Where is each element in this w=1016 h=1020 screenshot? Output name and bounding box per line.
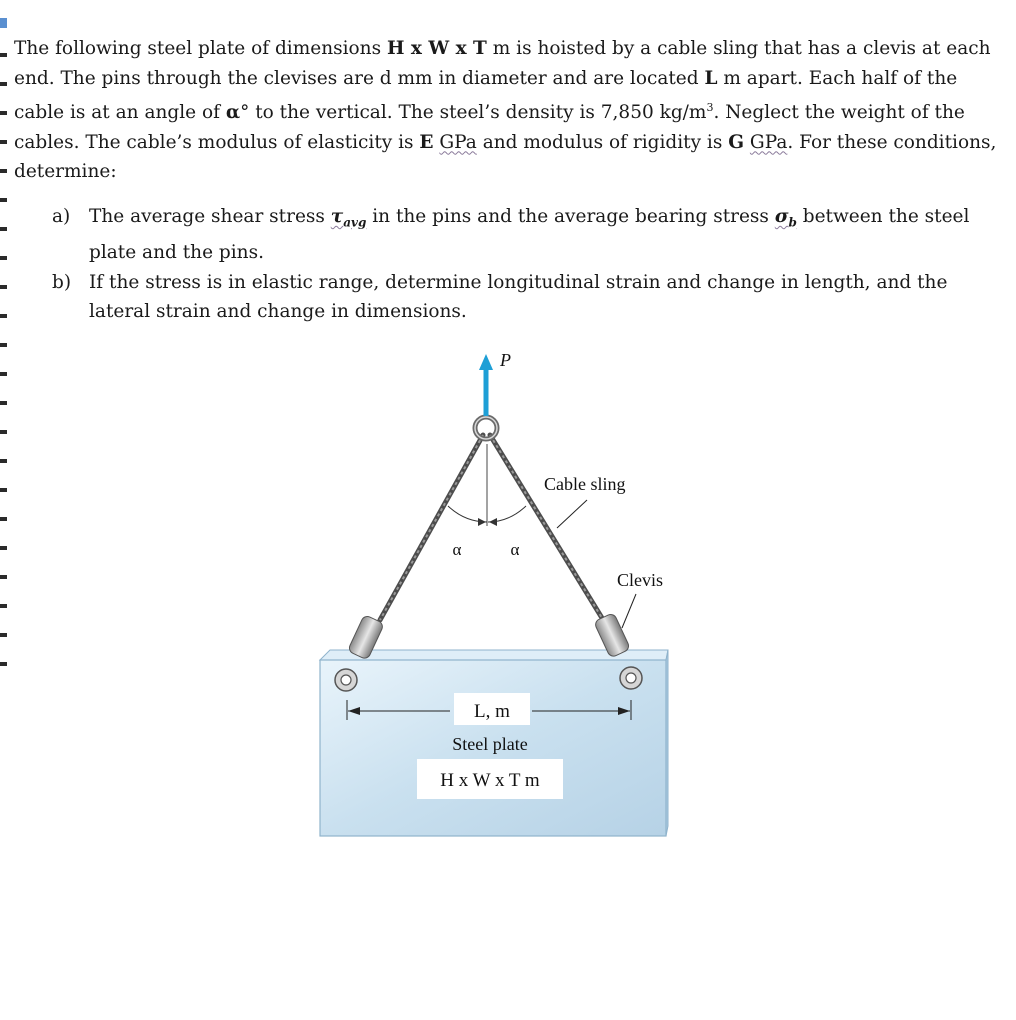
angle-label-right: α [510,540,520,559]
shear-stress-symbol: $\tau_{avg}$ [330,206,367,230]
rigidity-modulus-symbol: G [728,131,745,153]
angle-label-left: α [452,540,462,559]
problem-statement [14,34,1004,187]
span-label: L, m [474,701,510,722]
hoist-ring [475,417,497,439]
question-list [52,202,972,327]
clevis-leader [622,594,636,628]
question-b: b) If the stress is in elastic range, determine longitudinal strain and change in length, and the lateral strain and change in dimensions. [52,268,972,327]
pin-spacing-symbol: L [704,67,718,89]
list-marker: b) [52,271,72,293]
elastic-modulus-symbol: E [419,131,434,153]
angle-arc-arrow [478,518,486,526]
question-a: a) The average shear stress $\tau_{avg}$ in the pins and the average bearing stress $\sigma_b$ between the steel plate and the pins. [52,202,972,268]
force-arrow-head [479,354,493,370]
bearing-stress-symbol: $\sigma_b$ [774,206,797,230]
vertical-ruler [0,28,7,676]
plate-dimensions: H x W x T [386,38,487,59]
plate-label: Steel plate [452,734,528,754]
cable-sling-figure [300,340,700,850]
gpa-unit: GPa [749,131,788,153]
cable-sling-leader [557,500,587,528]
problem-paragraph: The following steel plate of dimensions H x W x T m is hoisted by a cable sling that has a clevis at each end. The pins through the clevises are d mm in diameter and are located L m apart. Each half of the cable is at an angle of α° to the vertical. The steel’s density is 7,850 $kg/m^3$. Neglect the weight of the cables. The cable’s modulus of elasticity is E GPa and modulus of rigidity is G GPa. For these conditions, determine: [14,38,997,183]
clevis-label: Clevis [617,570,664,590]
list-marker: a) [52,206,71,227]
force-label: P [500,350,511,370]
angle-arc-right [488,506,526,522]
angle-arc-arrow [489,518,497,526]
gpa-unit: GPa [439,131,477,153]
cable-sling [380,435,602,620]
cable-sling-label: Cable sling [544,474,626,494]
dimensions-label: H x W x T m [440,770,540,791]
angle-symbol: α [225,102,241,124]
